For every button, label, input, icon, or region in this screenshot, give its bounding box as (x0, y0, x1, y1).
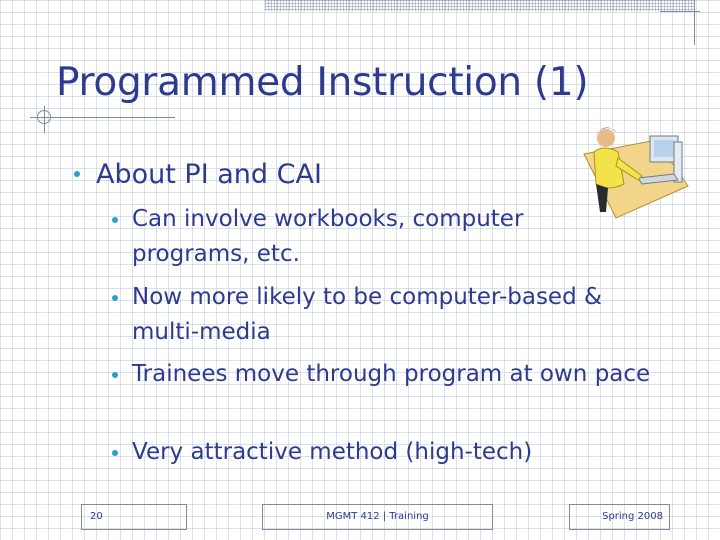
top-decor-band (265, 0, 695, 11)
top-decor-line (660, 11, 700, 12)
sub-bullet (108, 435, 668, 470)
sub-bullet (108, 202, 568, 272)
footer-term: Spring 2008 (569, 504, 670, 530)
sub-bullet-text: Very attractive method (high-tech) (132, 439, 533, 465)
person-at-computer-icon (578, 122, 690, 220)
bullet-dot-icon (112, 372, 118, 378)
sub-bullet-text: Can involve workbooks, computer programs, etc. (132, 206, 524, 267)
sub-bullet-text: Now more likely to be computer-based & multi-media (132, 284, 602, 345)
sub-bullet-text: Trainees move through program at own pace (132, 361, 651, 387)
bullet-dot-icon (112, 217, 118, 223)
title-underline (30, 117, 175, 118)
bullet-dot-icon (112, 295, 118, 301)
bullet-dot-icon (74, 171, 80, 177)
footer-course: MGMT 412 | Training (262, 504, 493, 530)
footer-slide-number: 20 (81, 504, 187, 530)
heading-bullet-text: About PI and CAI (96, 159, 322, 190)
title-crosshair-circle (37, 110, 51, 124)
sub-bullet (108, 357, 668, 392)
slide-title: Programmed Instruction (1) (56, 60, 589, 105)
bullet-dot-icon (112, 450, 118, 456)
right-decor-line (694, 0, 695, 45)
sub-bullet (108, 280, 668, 350)
heading-bullet (74, 159, 322, 190)
